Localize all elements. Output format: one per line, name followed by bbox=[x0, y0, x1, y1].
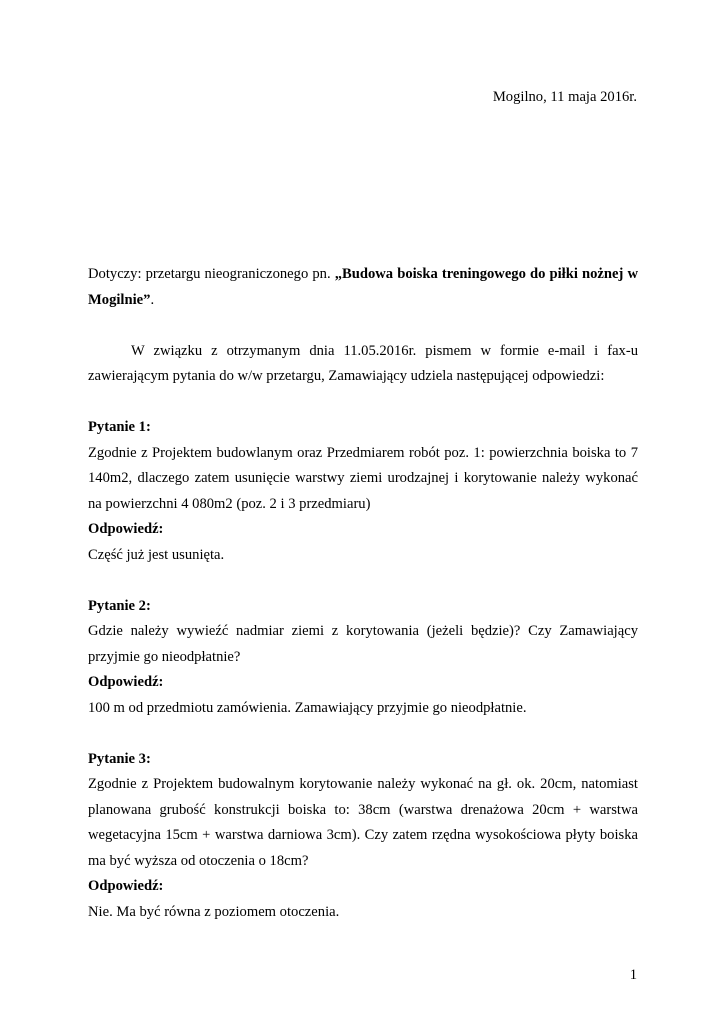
answer-label: Odpowiedź: bbox=[88, 674, 164, 690]
question-label: Pytanie 2: bbox=[88, 597, 151, 614]
subject-suffix: . bbox=[150, 291, 155, 308]
question-label: Pytanie 3: bbox=[88, 750, 151, 767]
answer-text: Nie. Ma być równa z poziomem otoczenia. bbox=[88, 903, 340, 920]
tender-title: „Budowa boiska treningowego do piłki nożnej w Mogilnie” bbox=[88, 266, 638, 308]
qa-item-1 bbox=[88, 415, 638, 568]
document-body bbox=[88, 262, 638, 925]
page-number: 1 bbox=[629, 967, 637, 983]
answer-text: 100 m od przedmiotu zamówienia. Zamawiający przyjmie go nieodpłatnie. bbox=[88, 699, 527, 716]
qa-item-3 bbox=[88, 747, 638, 926]
question-text: Gdzie należy wywieźć nadmiar ziemi z korytowania (jeżeli będzie)? Czy Zamawiający przyjmie go nieodpłatnie? bbox=[88, 623, 638, 665]
answer-label: Odpowiedź: bbox=[88, 521, 164, 537]
intro-paragraph: W związku z otrzymanym dnia 11.05.2016r. pismem w formie e-mail i fax-u zawierającym pytania do w/w przetargu, Zamawiający udziela następującej odpowiedzi: bbox=[88, 342, 638, 384]
question-text: Zgodnie z Projektem budowalnym korytowanie należy wykonać na gł. ok. 20cm, natomiast planowana grubość konstrukcji boiska to: 38cm (warstwa drenażowa 20cm + warstwa wegetacyjna 15cm + warstwa darniowa 3cm). Czy zatem rzędna wysokościowa płyty boiska ma być wyższa od otoczenia o 18cm? bbox=[88, 776, 638, 869]
question-label: Pytanie 1: bbox=[88, 419, 151, 435]
qa-item-2 bbox=[88, 594, 638, 722]
document-date: Mogilno, 11 maja 2016r. bbox=[492, 89, 637, 105]
subject-line bbox=[88, 262, 638, 313]
answer-label: Odpowiedź: bbox=[88, 878, 164, 894]
answer-text: Część już jest usunięta. bbox=[88, 546, 225, 563]
question-text: Zgodnie z Projektem budowlanym oraz Przedmiarem robót poz. 1: powierzchnia boiska to 7 140m2, dlaczego zatem usunięcie warstwy ziemi urodzajnej i korytowanie należy wykonać na powierzchni 4 080m2 (poz. 2 i 3 przedmiaru) bbox=[88, 444, 638, 512]
subject-prefix: Dotyczy: przetargu nieograniczonego pn. bbox=[88, 266, 335, 282]
